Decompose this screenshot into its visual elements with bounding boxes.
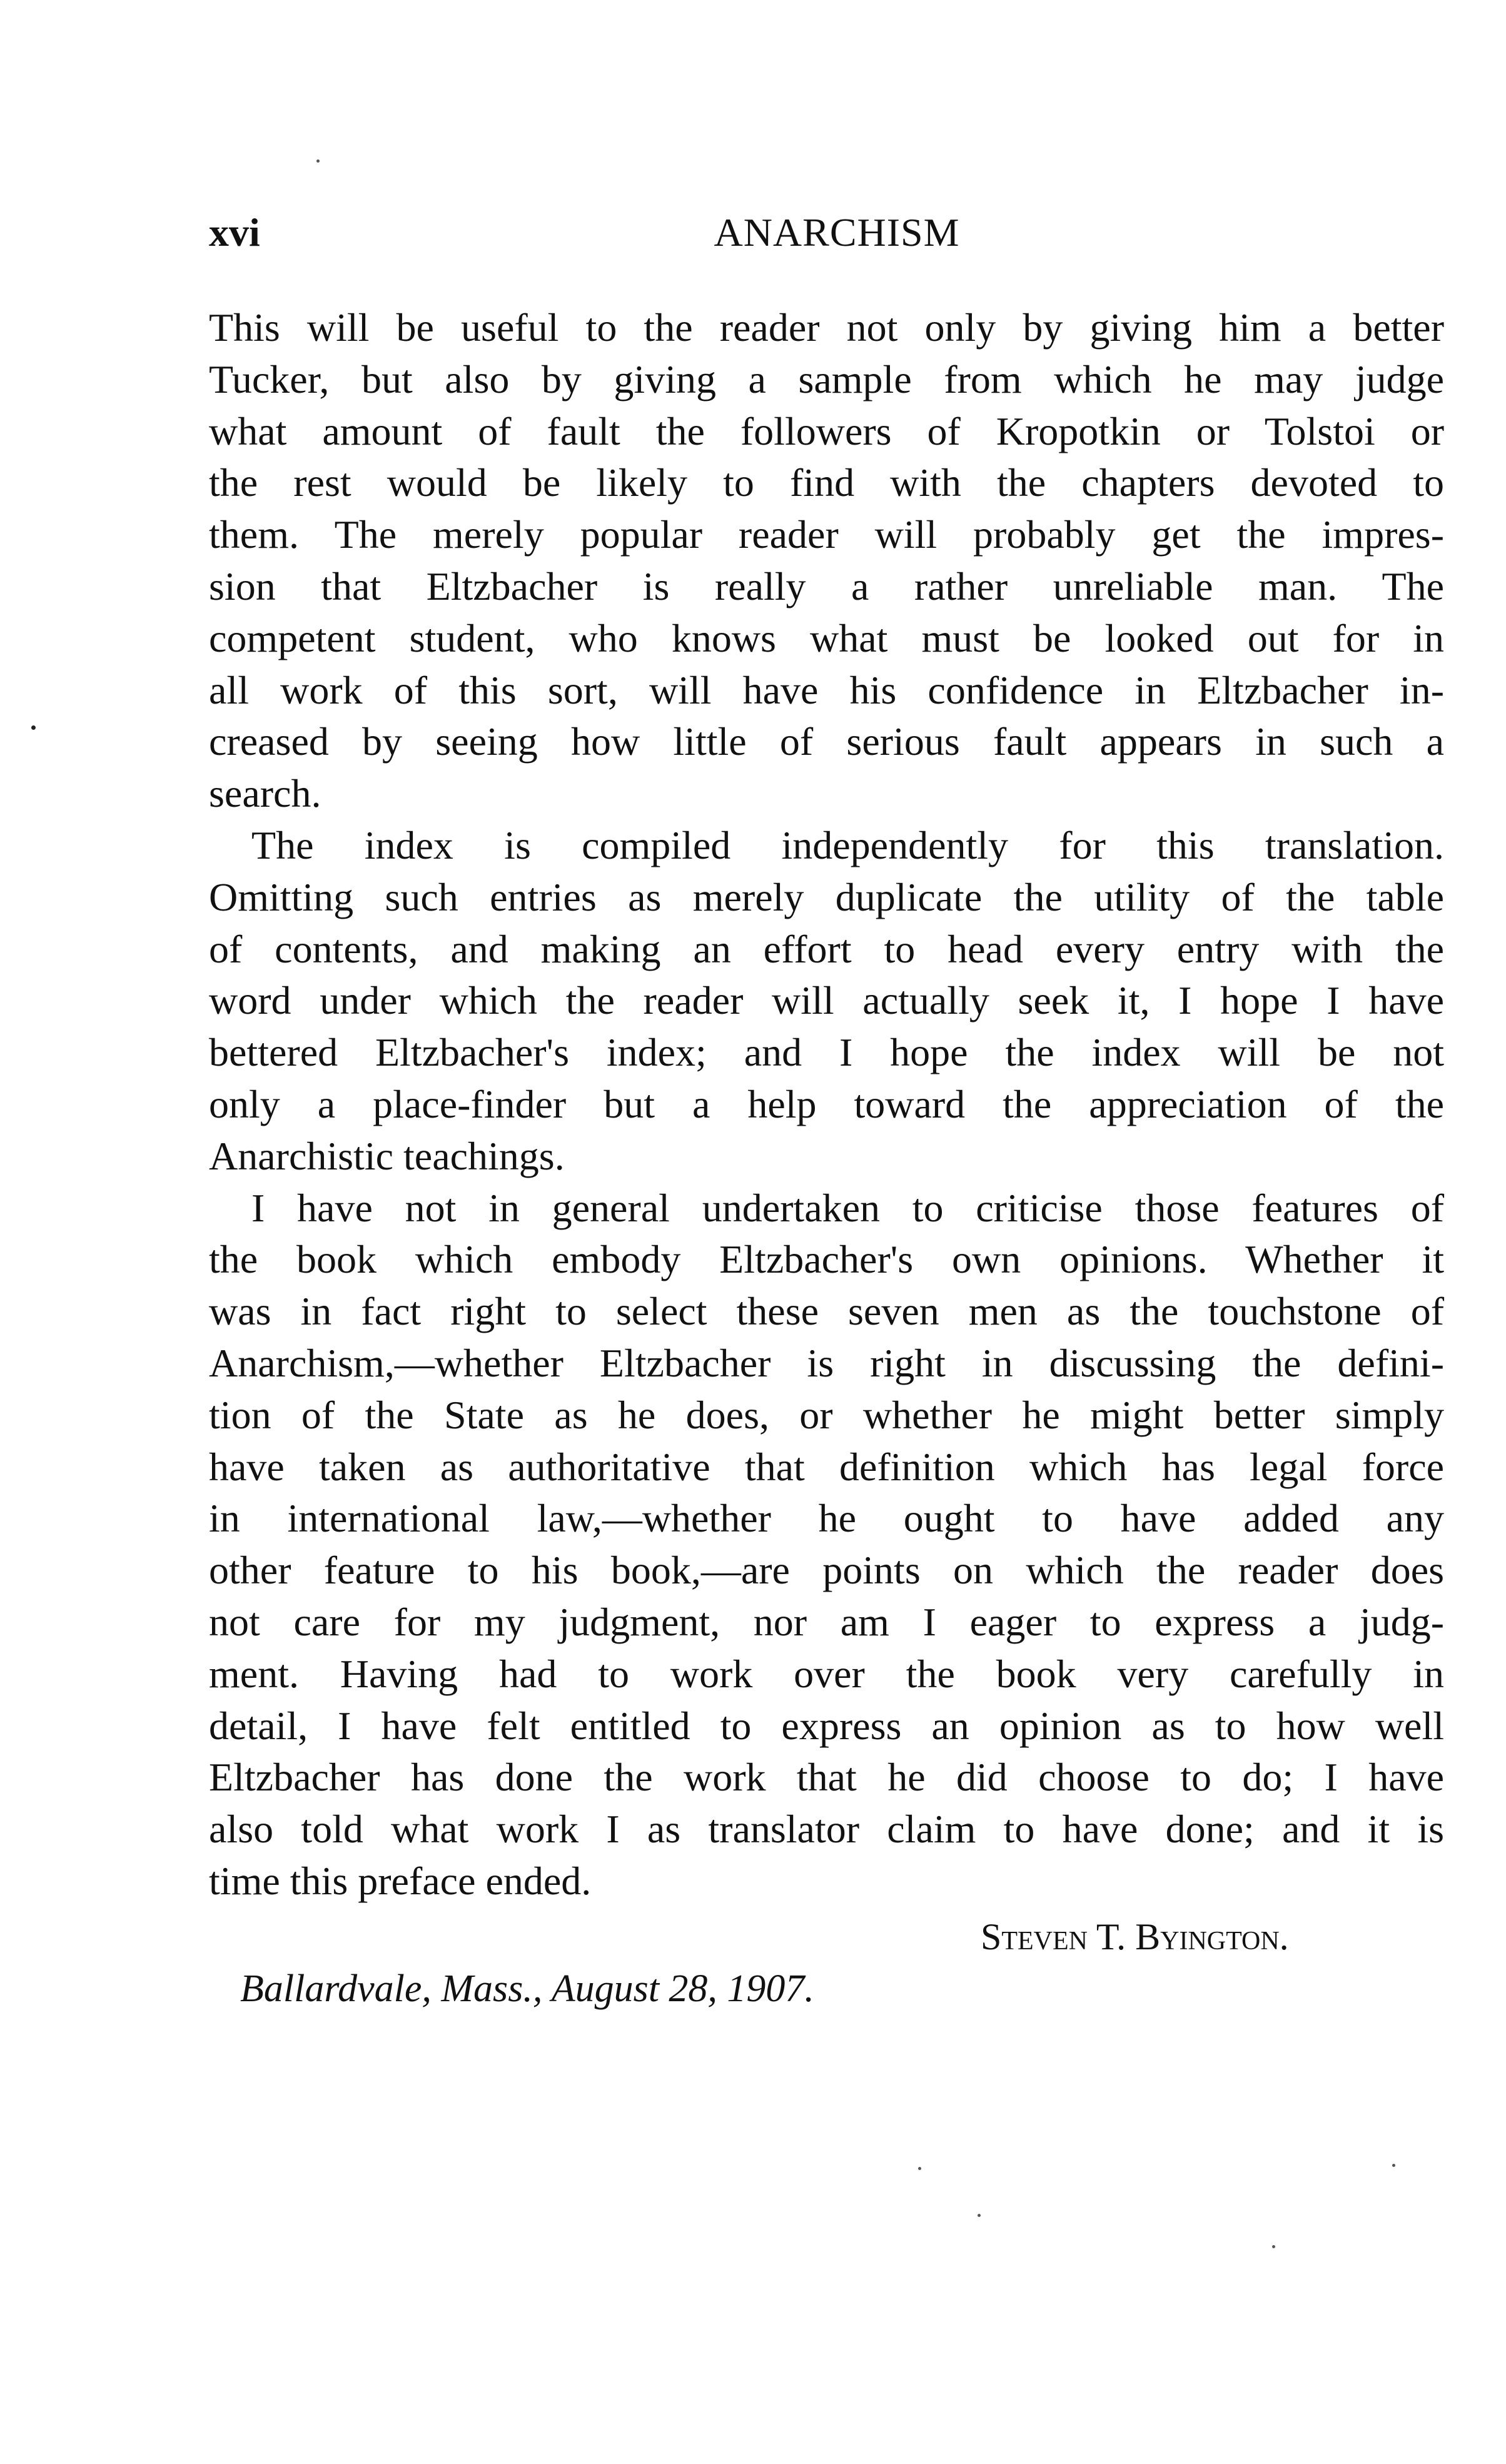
- text-line: Anarchism,—whether Eltzbacher is right in discussing the defini-: [209, 1340, 1444, 1385]
- page-number: xvi: [209, 210, 260, 255]
- running-title: ANARCHISM: [714, 210, 960, 255]
- scan-speck: [918, 2167, 921, 2170]
- text-line: bettered Eltzbacher's index; and I hope the index will be not: [209, 1030, 1444, 1075]
- text-line: all work of this sort, will have his confidence in Eltzbacher in-: [209, 667, 1444, 712]
- text-line: have taken as authoritative that definition which has legal force: [209, 1444, 1444, 1489]
- text-line: the rest would be likely to find with the chapters devoted to: [209, 460, 1444, 505]
- scan-speck: [316, 159, 320, 163]
- text-line: of contents, and making an effort to head every entry with the: [209, 926, 1444, 971]
- text-line: This will be useful to the reader not only by giving him a better: [209, 305, 1444, 350]
- text-line: Anarchistic teachings.: [209, 1133, 565, 1178]
- text-line: word under which the reader will actually seek it, I hope I have: [209, 978, 1444, 1023]
- dateline: Ballardvale, Mass., August 28, 1907.: [240, 1967, 814, 2010]
- text-line: Tucker, but also by giving a sample from which he may judge: [209, 356, 1444, 401]
- text-line: competent student, who knows what must be looked out for in: [209, 615, 1444, 660]
- text-line: what amount of fault the followers of Kropotkin or Tolstoi or: [209, 408, 1444, 453]
- text-line: Omitting such entries as merely duplicate the utility of the table: [209, 874, 1444, 919]
- text-line: other feature to his book,—are points on which the reader does: [209, 1548, 1444, 1593]
- text-line: The index is compiled independently for this translation.: [251, 822, 1444, 867]
- text-line: them. The merely popular reader will probably get the impres-: [209, 512, 1444, 557]
- text-line: creased by seeing how little of serious fault appears in such a: [209, 719, 1444, 764]
- text-line: Eltzbacher has done the work that he did choose to do; I have: [209, 1755, 1444, 1800]
- text-line: not care for my judgment, nor am I eager to express a judg-: [209, 1599, 1444, 1644]
- text-line: also told what work I as translator claim to have done; and it is: [209, 1807, 1444, 1852]
- text-line: detail, I have felt entitled to express an opinion as to how well: [209, 1703, 1444, 1748]
- text-line: in international law,—whether he ought to have added any: [209, 1496, 1444, 1541]
- text-line: only a place-finder but a help toward the appreciation of the: [209, 1081, 1444, 1126]
- body-text: [209, 302, 1444, 1907]
- scan-speck: [1392, 2164, 1395, 2167]
- signature: Steven T. Byington.: [981, 1916, 1289, 1957]
- text-line: I have not in general undertaken to criticise those features of: [251, 1185, 1444, 1230]
- text-line: the book which embody Eltzbacher's own opinions. Whether it: [209, 1237, 1444, 1282]
- scan-speck: [1272, 2245, 1275, 2248]
- scan-speck: [31, 725, 36, 730]
- text-line: tion of the State as he does, or whether he might better simply: [209, 1392, 1444, 1437]
- text-line: search.: [209, 771, 321, 816]
- text-line: sion that Eltzbacher is really a rather unreliable man. The: [209, 563, 1444, 608]
- text-line: time this preface ended.: [209, 1858, 592, 1903]
- text-line: was in fact right to select these seven men as the touchstone of: [209, 1289, 1444, 1334]
- text-line: ment. Having had to work over the book very carefully in: [209, 1651, 1444, 1696]
- scan-speck: [978, 2214, 981, 2217]
